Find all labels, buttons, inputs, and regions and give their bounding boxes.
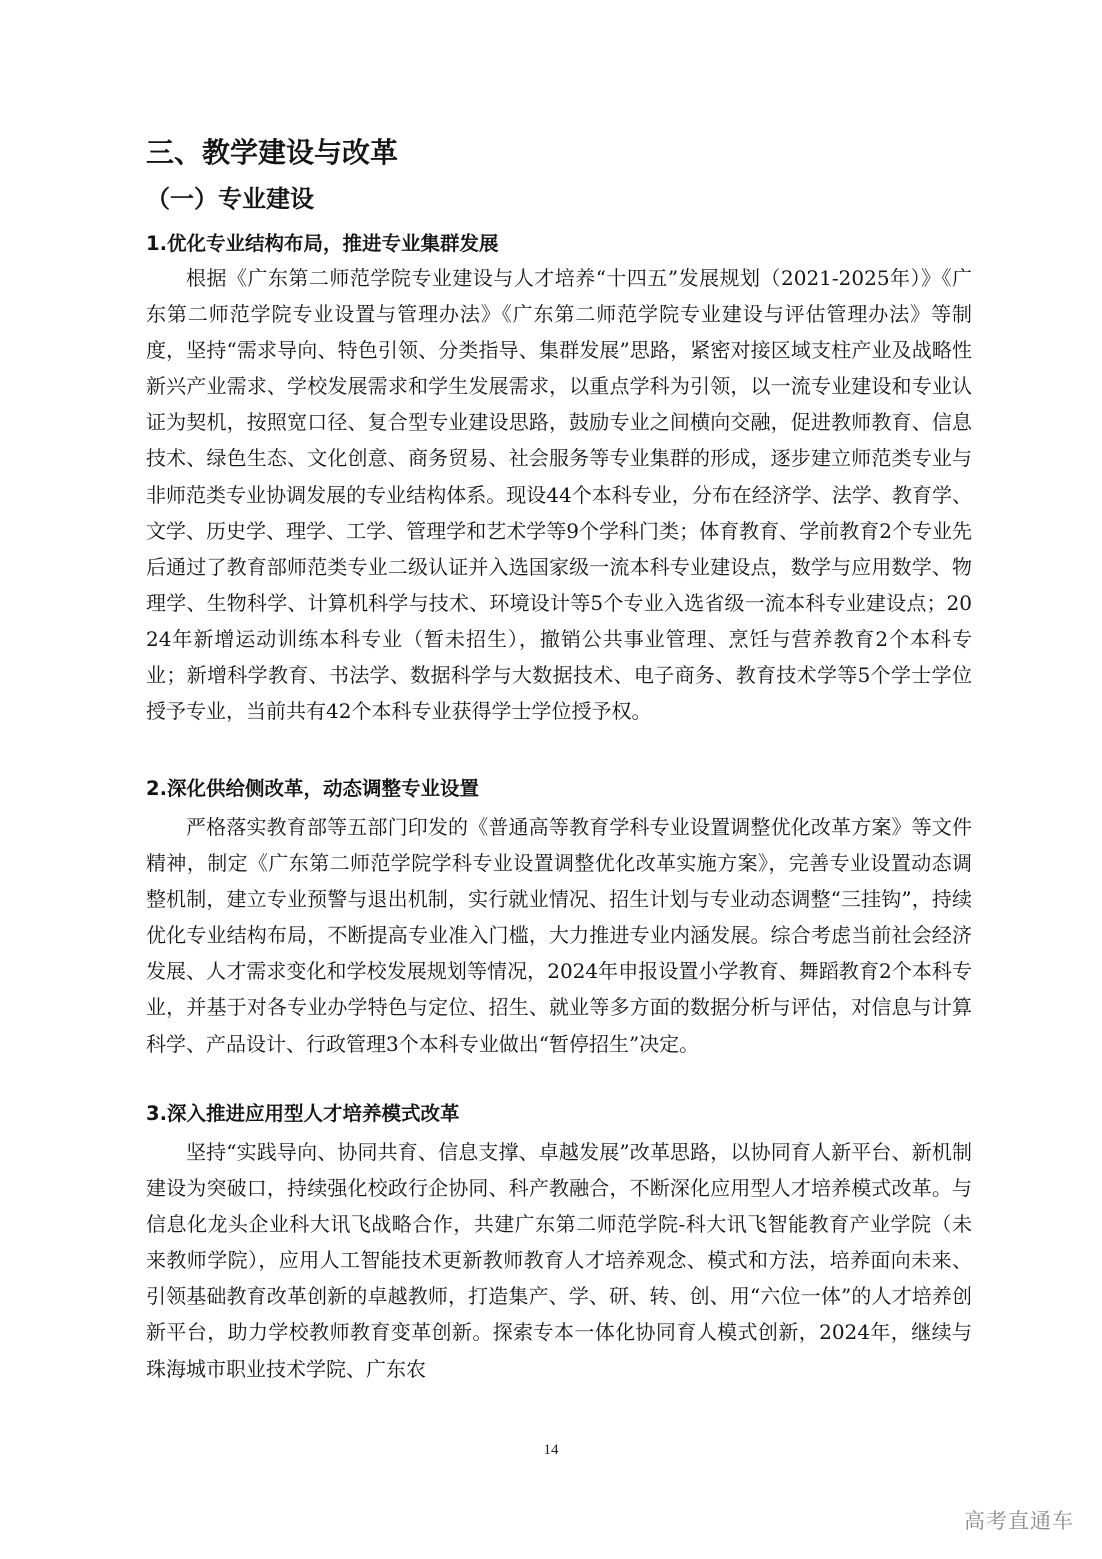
chapter-heading: 三、教学建设与改革 [146, 136, 399, 169]
subsection-title-1: 1.优化专业结构布局，推进专业集群发展 [146, 232, 499, 255]
watermark-label: 高考直通车 [964, 1509, 1074, 1533]
paragraph-3: 坚持“实践导向、协同共育、信息支撑、卓越发展”改革思路，以协同育人新平台、新机制建设为突破口，持续强化校政行企协同、科产教融合，不断深化应用型人才培养模式改革。与信息化龙头企业科大讯飞战略合作，共建广东第二师范学院-科大讯飞智能教育产业学院（未来教师学院），应用人工智能技术更新教师教育人才培养观念、模式和方法，培养面向未来、引领基础教育改革创新的卓越教师，打造集产、学、研、转、创、用“六位一体”的人才培养创新平台，助力学校教师教育变革创新。探索专本一体化协同育人模式创新，2024年，继续与珠海城市职业技术学院、广东农 [146, 1140, 972, 1381]
page-number: 14 [543, 1442, 559, 1458]
subsection-title-2: 2.深化供给侧改革，动态调整专业设置 [146, 777, 479, 800]
section-heading: （一）专业建设 [146, 185, 314, 213]
subsection-title-3: 3.深入推进应用型人才培养模式改革 [146, 1102, 460, 1125]
paragraph-1: 根据《广东第二师范学院专业建设与人才培养“十四五”发展规划（2021-2025年）》《广东第二师范学院专业设置与管理办法》《广东第二师范学院专业建设与评估管理办法》等制度，坚持“需求导向、特色引领、分类指导、集群发展”思路，紧密对接区域支柱产业及战略性新兴产业需求、学校发展需求和学生发展需求，以重点学科为引领，以一流专业建设和专业认证为契机，按照宽口径、复合型专业建设思路，鼓励专业之间横向交融，促进教师教育、信息技术、绿色生态、文化创意、商务贸易、社会服务等专业集群的形成，逐步建立师范类专业与非师范类专业协调发展的专业结构体系。现设44个本科专业，分布在经济学、法学、教育学、文学、历史学、理学、工学、管理学和艺术学等9个学科门类；体育教育、学前教育2个专业先后通过了教育部师范类专业二级认证并入选国家级一流本科专业建设点，数学与应用数学、物理学、生物科学、计算机科学与技术、环境设计等5个专业入选省级一流本科专业建设点；2024年新增运动训练本科专业（暂未招生），撤销公共事业管理、烹饪与营养教育2个本科专业；新增科学教育、书法学、数据科学与大数据技术、电子商务、教育技术学等5个学士学位授予专业，当前共有42个本科专业获得学士学位授予权。 [146, 266, 972, 724]
paragraph-2: 严格落实教育部等五部门印发的《普通高等教育学科专业设置调整优化改革方案》等文件精神，制定《广东第二师范学院学科专业设置调整优化改革实施方案》，完善专业设置动态调整机制，建立专业预警与退出机制，实行就业情况、招生计划与专业动态调整“三挂钩”，持续优化专业结构布局，不断提高专业准入门槛，大力推进专业内涵发展。综合考虑当前社会经济发展、人才需求变化和学校发展规划等情况，2024年申报设置小学教育、舞蹈教育2个本科专业，并基于对各专业办学特色与定位、招生、就业等多方面的数据分析与评估，对信息与计算科学、产品设计、行政管理3个本科专业做出“暂停招生”决定。 [146, 815, 972, 1056]
